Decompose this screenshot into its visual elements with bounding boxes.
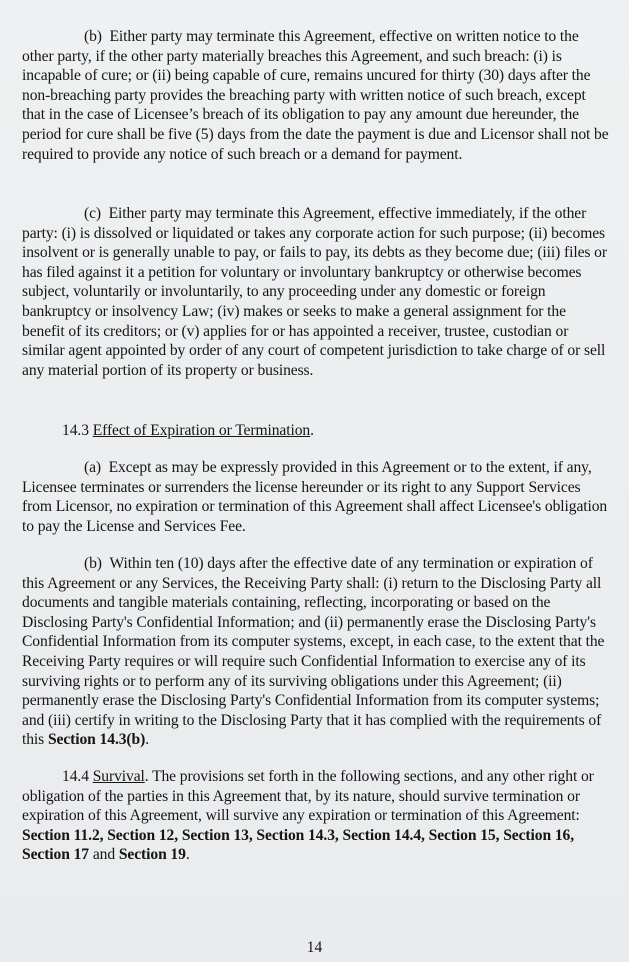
- clause-14-3-b-reference: Section 14.3(b): [47, 731, 146, 749]
- section-14-3-number: 14.3: [62, 422, 93, 439]
- clause-14-2-c: (c) Either party may terminate this Agreement, effective immediately, if the other party: (i) is dissolved or liquidated or takes any corporate action for such purpose; (ii) becomes insolvent or is generally unable to pay, or fails to pay, its debts as they become due; (iii) files or has filed against it a petition for voluntary or involuntary bankruptcy or otherwise becomes subject, voluntarily or involuntarily, to any proceeding under any domestic or foreign bankruptcy or insolvency Law; (iv) makes or seeks to make a general assignment for the benefit of its creditors; or (v) applies for or has appointed a receiver, trustee, custodian or similar agent appointed by order of any court of competent jurisdiction to take charge of or sell any material portion of its property or business.: [22, 205, 607, 379]
- section-14-4-and: and: [89, 846, 119, 864]
- section-14-4-number: 14.4: [62, 768, 93, 785]
- section-14-3-title: Effect of Expiration or Termination: [92, 422, 311, 439]
- section-14-4-end: .: [185, 846, 190, 864]
- section-14-4-title: Survival: [92, 768, 145, 785]
- clause-14-3-a: (a) Except as may be expressly provided in this Agreement or to the extent, if any, Licensee terminates or surrenders the license hereunder or its right to any Support Services from Licensor, no expiration or termination of this Agreement shall affect Licensee's obligation to pay the License and Services Fee.: [22, 459, 608, 535]
- page-number: 14: [306, 939, 323, 956]
- section-14-4-last-reference: Section 19: [118, 846, 186, 864]
- clause-14-3-b-text: (b) Within ten (10) days after the effective date of any termination or expiration of this Agreement or any Services, the Receiving Party shall: (i) return to the Disclosing Party all documents and tangible materials containing, reflecting, incorporating or based on the Disclosing Party's Confidential Information; and (ii) permanently erase the Disclosing Party's Confidential Information from its computer systems, except, in each case, to the extent that the Receiving Party requires or will require such Confidential Information to exercise any of its surviving rights or to perform any of its surviving obligations under this Agreement; (ii) permanently erase the Disclosing Party's Confidential Information from its computer systems; and (iii) certify in writing to the Disclosing Party that it has complied with the requirements of this: [22, 555, 605, 749]
- section-14-3-heading: [22, 421, 610, 441]
- section-14-4-references: Section 11.2, Section 12, Section 13, Section 14.3, Section 14.4, Section 15, Section 16, Section 17: [22, 826, 575, 864]
- clause-14-3-b-end: .: [145, 731, 150, 749]
- clause-14-2-b: (b) Either party may terminate this Agreement, effective on written notice to the other party, if the other party materially breaches this Agreement, and such breach: (i) is incapable of cure; or (ii) being capable of cure, remains uncured for thirty (30) days after the non-breaching party provides the breaching party with written notice of such breach, except that in the case of Licensee’s breach of its obligation to pay any amount due hereunder, the period for cure shall be five (5) days from the date the payment is due and Licensor shall not be required to provide any notice of such breach or a demand for payment.: [22, 28, 609, 163]
- clause-14-3-b: [22, 554, 610, 750]
- section-14-4: [22, 767, 610, 865]
- section-14-3-period: .: [310, 422, 314, 439]
- section-14-4-text: . The provisions set forth in the following sections, and any other right or obligation of the parties in this Agreement that, by its nature, should survive termination or expiration of this Agreement, will survive any expiration or termination of this Agreement:: [22, 768, 594, 825]
